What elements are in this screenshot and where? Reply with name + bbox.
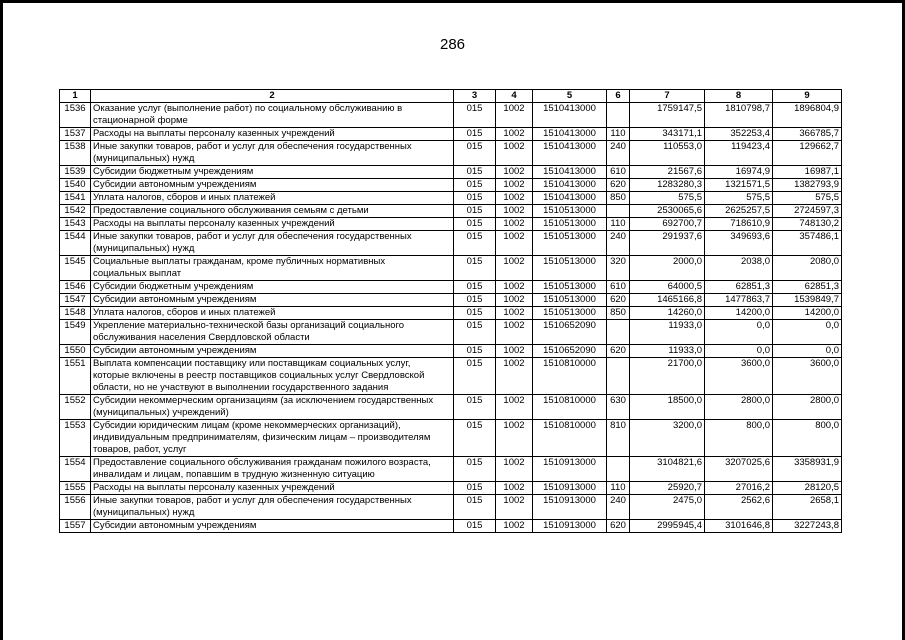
row-number-cell: 1540 [60,179,91,192]
expense-type-cell: 610 [607,281,630,294]
row-number-cell: 1537 [60,128,91,141]
ministry-code-cell: 015 [454,218,496,231]
expense-type-cell [607,457,630,482]
expense-type-cell: 240 [607,231,630,256]
row-number-cell: 1547 [60,294,91,307]
amount-year3-cell: 2800,0 [773,395,842,420]
amount-year2-cell: 62851,3 [705,281,773,294]
ministry-code-cell: 015 [454,141,496,166]
expense-name-cell: Укрепление материально-технической базы организаций социального обслуживания населения Свердловской области [91,320,454,345]
expense-name-cell: Субсидии юридическим лицам (кроме некоммерческих организаций), индивидуальным предпринимателям, физическим лицам – производителям товаров, работ, услуг [91,420,454,457]
amount-year2-cell: 800,0 [705,420,773,457]
target-article-cell: 1510513000 [533,281,607,294]
section-code-cell: 1002 [496,231,533,256]
ministry-code-cell: 015 [454,192,496,205]
amount-year2-cell: 718610,9 [705,218,773,231]
amount-year1-cell: 14260,0 [630,307,705,320]
ministry-code-cell: 015 [454,294,496,307]
expense-type-cell [607,205,630,218]
amount-year1-cell: 2995945,4 [630,520,705,533]
target-article-cell: 1510413000 [533,179,607,192]
expense-name-cell: Расходы на выплаты персоналу казенных учреждений [91,218,454,231]
section-code-cell: 1002 [496,395,533,420]
row-number-cell: 1555 [60,482,91,495]
table-row [60,218,842,231]
amount-year3-cell: 0,0 [773,345,842,358]
amount-year2-cell: 0,0 [705,320,773,345]
amount-year3-cell: 129662,7 [773,141,842,166]
amount-year1-cell: 11933,0 [630,345,705,358]
expense-type-cell [607,358,630,395]
expense-type-cell: 240 [607,141,630,166]
amount-year1-cell: 3104821,6 [630,457,705,482]
amount-year2-cell: 3207025,6 [705,457,773,482]
section-code-cell: 1002 [496,520,533,533]
row-number-cell: 1549 [60,320,91,345]
amount-year1-cell: 1465166,8 [630,294,705,307]
section-code-cell: 1002 [496,205,533,218]
row-number-cell: 1553 [60,420,91,457]
target-article-cell: 1510913000 [533,457,607,482]
ministry-code-cell: 015 [454,345,496,358]
target-article-cell: 1510913000 [533,495,607,520]
expense-name-cell: Субсидии некоммерческим организациям (за исключением государственных (муниципальных) учреждений) [91,395,454,420]
row-number-cell: 1538 [60,141,91,166]
ministry-code-cell: 015 [454,179,496,192]
target-article-cell: 1510413000 [533,128,607,141]
target-article-cell: 1510513000 [533,256,607,281]
row-number-cell: 1554 [60,457,91,482]
ministry-code-cell: 015 [454,231,496,256]
section-code-cell: 1002 [496,358,533,395]
page-number: 286 [439,36,466,53]
amount-year2-cell: 27016,2 [705,482,773,495]
ministry-code-cell: 015 [454,128,496,141]
expense-type-cell: 620 [607,520,630,533]
target-article-cell: 1510513000 [533,218,607,231]
amount-year1-cell: 1283280,3 [630,179,705,192]
target-article-cell: 1510413000 [533,141,607,166]
section-code-cell: 1002 [496,495,533,520]
expense-type-cell: 320 [607,256,630,281]
table-row [60,345,842,358]
row-number-cell: 1539 [60,166,91,179]
amount-year2-cell: 1477863,7 [705,294,773,307]
header-cell: 3 [454,90,496,103]
table-row [60,128,842,141]
table-row [60,166,842,179]
expense-name-cell: Субсидии бюджетным учреждениям [91,281,454,294]
amount-year2-cell: 2625257,5 [705,205,773,218]
expense-name-cell: Выплата компенсации поставщику или поставщикам социальных услуг, которые включены в реестр поставщиков социальных услуг Свердловской области, но не участвуют в выполнении государственного задания [91,358,454,395]
amount-year3-cell: 3358931,9 [773,457,842,482]
section-code-cell: 1002 [496,192,533,205]
amount-year1-cell: 2475,0 [630,495,705,520]
header-cell: 9 [773,90,842,103]
expense-type-cell: 110 [607,482,630,495]
row-number-cell: 1551 [60,358,91,395]
amount-year3-cell: 62851,3 [773,281,842,294]
amount-year3-cell: 2080,0 [773,256,842,281]
expense-type-cell: 850 [607,192,630,205]
amount-year2-cell: 16974,9 [705,166,773,179]
section-code-cell: 1002 [496,457,533,482]
table-row [60,103,842,128]
target-article-cell: 1510413000 [533,103,607,128]
table-row [60,482,842,495]
header-cell: 8 [705,90,773,103]
section-code-cell: 1002 [496,294,533,307]
section-code-cell: 1002 [496,128,533,141]
expense-name-cell: Оказание услуг (выполнение работ) по социальному обслуживанию в стационарной форме [91,103,454,128]
ministry-code-cell: 015 [454,395,496,420]
amount-year3-cell: 366785,7 [773,128,842,141]
table-row [60,358,842,395]
amount-year1-cell: 575,5 [630,192,705,205]
expense-name-cell: Субсидии бюджетным учреждениям [91,166,454,179]
amount-year1-cell: 291937,6 [630,231,705,256]
target-article-cell: 1510810000 [533,420,607,457]
amount-year2-cell: 575,5 [705,192,773,205]
amount-year1-cell: 110553,0 [630,141,705,166]
ministry-code-cell: 015 [454,495,496,520]
table-row [60,294,842,307]
expense-type-cell [607,103,630,128]
expense-type-cell: 810 [607,420,630,457]
expense-name-cell: Расходы на выплаты персоналу казенных учреждений [91,128,454,141]
section-code-cell: 1002 [496,482,533,495]
amount-year3-cell: 28120,5 [773,482,842,495]
amount-year2-cell: 119423,4 [705,141,773,166]
expense-name-cell: Социальные выплаты гражданам, кроме публичных нормативных социальных выплат [91,256,454,281]
table-body [60,103,842,533]
target-article-cell: 1510810000 [533,395,607,420]
amount-year3-cell: 1382793,9 [773,179,842,192]
target-article-cell: 1510513000 [533,205,607,218]
expense-type-cell: 620 [607,345,630,358]
target-article-cell: 1510413000 [533,166,607,179]
amount-year3-cell: 800,0 [773,420,842,457]
row-number-cell: 1536 [60,103,91,128]
section-code-cell: 1002 [496,141,533,166]
amount-year1-cell: 343171,1 [630,128,705,141]
row-number-cell: 1556 [60,495,91,520]
ministry-code-cell: 015 [454,320,496,345]
expense-name-cell: Иные закупки товаров, работ и услуг для обеспечения государственных (муниципальных) нужд [91,231,454,256]
target-article-cell: 1510913000 [533,520,607,533]
expense-type-cell: 240 [607,495,630,520]
table-row [60,320,842,345]
row-number-cell: 1557 [60,520,91,533]
row-number-cell: 1550 [60,345,91,358]
header-cell: 5 [533,90,607,103]
expense-name-cell: Расходы на выплаты персоналу казенных учреждений [91,482,454,495]
expense-type-cell: 850 [607,307,630,320]
target-article-cell: 1510652090 [533,320,607,345]
expense-type-cell: 610 [607,166,630,179]
section-code-cell: 1002 [496,166,533,179]
header-cell: 6 [607,90,630,103]
target-article-cell: 1510513000 [533,307,607,320]
section-code-cell: 1002 [496,103,533,128]
table-row [60,192,842,205]
expense-name-cell: Уплата налогов, сборов и иных платежей [91,192,454,205]
amount-year2-cell: 1321571,5 [705,179,773,192]
ministry-code-cell: 015 [454,420,496,457]
expense-type-cell: 110 [607,218,630,231]
ministry-code-cell: 015 [454,166,496,179]
amount-year1-cell: 25920,7 [630,482,705,495]
table-row [60,256,842,281]
target-article-cell: 1510413000 [533,192,607,205]
amount-year1-cell: 1759147,5 [630,103,705,128]
expense-name-cell: Предоставление социального обслуживания семьям с детьми [91,205,454,218]
expense-type-cell: 630 [607,395,630,420]
table-row [60,520,842,533]
row-number-cell: 1552 [60,395,91,420]
expense-name-cell: Уплата налогов, сборов и иных платежей [91,307,454,320]
header-cell: 1 [60,90,91,103]
section-code-cell: 1002 [496,281,533,294]
amount-year2-cell: 349693,6 [705,231,773,256]
amount-year1-cell: 2530065,6 [630,205,705,218]
amount-year2-cell: 352253,4 [705,128,773,141]
table-row [60,457,842,482]
row-number-cell: 1543 [60,218,91,231]
ministry-code-cell: 015 [454,307,496,320]
expense-name-cell: Иные закупки товаров, работ и услуг для обеспечения государственных (муниципальных) нужд [91,495,454,520]
amount-year2-cell: 2800,0 [705,395,773,420]
amount-year3-cell: 0,0 [773,320,842,345]
amount-year1-cell: 64000,5 [630,281,705,294]
amount-year1-cell: 2000,0 [630,256,705,281]
table-row [60,495,842,520]
expense-name-cell: Субсидии автономным учреждениям [91,520,454,533]
budget-table [59,89,842,533]
ministry-code-cell: 015 [454,457,496,482]
amount-year1-cell: 11933,0 [630,320,705,345]
amount-year3-cell: 3227243,8 [773,520,842,533]
expense-type-cell [607,320,630,345]
amount-year2-cell: 2038,0 [705,256,773,281]
header-cell: 2 [91,90,454,103]
row-number-cell: 1546 [60,281,91,294]
table-row [60,205,842,218]
amount-year3-cell: 1896804,9 [773,103,842,128]
expense-name-cell: Субсидии автономным учреждениям [91,179,454,192]
ministry-code-cell: 015 [454,482,496,495]
amount-year1-cell: 21700,0 [630,358,705,395]
amount-year3-cell: 575,5 [773,192,842,205]
ministry-code-cell: 015 [454,103,496,128]
table-row [60,395,842,420]
amount-year2-cell: 0,0 [705,345,773,358]
ministry-code-cell: 015 [454,358,496,395]
ministry-code-cell: 015 [454,205,496,218]
amount-year3-cell: 2724597,3 [773,205,842,218]
amount-year1-cell: 18500,0 [630,395,705,420]
section-code-cell: 1002 [496,179,533,192]
table-header-row [60,90,842,103]
amount-year1-cell: 692700,7 [630,218,705,231]
amount-year3-cell: 357486,1 [773,231,842,256]
expense-name-cell: Субсидии автономным учреждениям [91,294,454,307]
scan-border-left [0,0,3,640]
table-row [60,307,842,320]
section-code-cell: 1002 [496,345,533,358]
row-number-cell: 1542 [60,205,91,218]
amount-year2-cell: 3101646,8 [705,520,773,533]
amount-year2-cell: 3600,0 [705,358,773,395]
target-article-cell: 1510652090 [533,345,607,358]
ministry-code-cell: 015 [454,256,496,281]
ministry-code-cell: 015 [454,281,496,294]
table-row [60,231,842,256]
amount-year2-cell: 1810798,7 [705,103,773,128]
target-article-cell: 1510513000 [533,294,607,307]
ministry-code-cell: 015 [454,520,496,533]
expense-type-cell: 620 [607,294,630,307]
row-number-cell: 1541 [60,192,91,205]
amount-year3-cell: 748130,2 [773,218,842,231]
row-number-cell: 1544 [60,231,91,256]
expense-type-cell: 110 [607,128,630,141]
amount-year3-cell: 3600,0 [773,358,842,395]
amount-year3-cell: 1539849,7 [773,294,842,307]
section-code-cell: 1002 [496,320,533,345]
amount-year3-cell: 16987,1 [773,166,842,179]
header-cell: 4 [496,90,533,103]
target-article-cell: 1510513000 [533,231,607,256]
target-article-cell: 1510913000 [533,482,607,495]
expense-name-cell: Иные закупки товаров, работ и услуг для обеспечения государственных (муниципальных) нужд [91,141,454,166]
target-article-cell: 1510810000 [533,358,607,395]
table-row [60,420,842,457]
section-code-cell: 1002 [496,420,533,457]
expense-name-cell: Субсидии автономным учреждениям [91,345,454,358]
table-row [60,281,842,294]
amount-year1-cell: 21567,6 [630,166,705,179]
amount-year2-cell: 2562,6 [705,495,773,520]
amount-year3-cell: 14200,0 [773,307,842,320]
scan-border-top [0,0,905,3]
section-code-cell: 1002 [496,307,533,320]
header-cell: 7 [630,90,705,103]
table-row [60,141,842,166]
expense-type-cell: 620 [607,179,630,192]
row-number-cell: 1545 [60,256,91,281]
section-code-cell: 1002 [496,218,533,231]
section-code-cell: 1002 [496,256,533,281]
table-row [60,179,842,192]
amount-year1-cell: 3200,0 [630,420,705,457]
expense-name-cell: Предоставление социального обслуживания гражданам пожилого возраста, инвалидам и лицам, попавшим в трудную жизненную ситуацию [91,457,454,482]
row-number-cell: 1548 [60,307,91,320]
amount-year2-cell: 14200,0 [705,307,773,320]
amount-year3-cell: 2658,1 [773,495,842,520]
